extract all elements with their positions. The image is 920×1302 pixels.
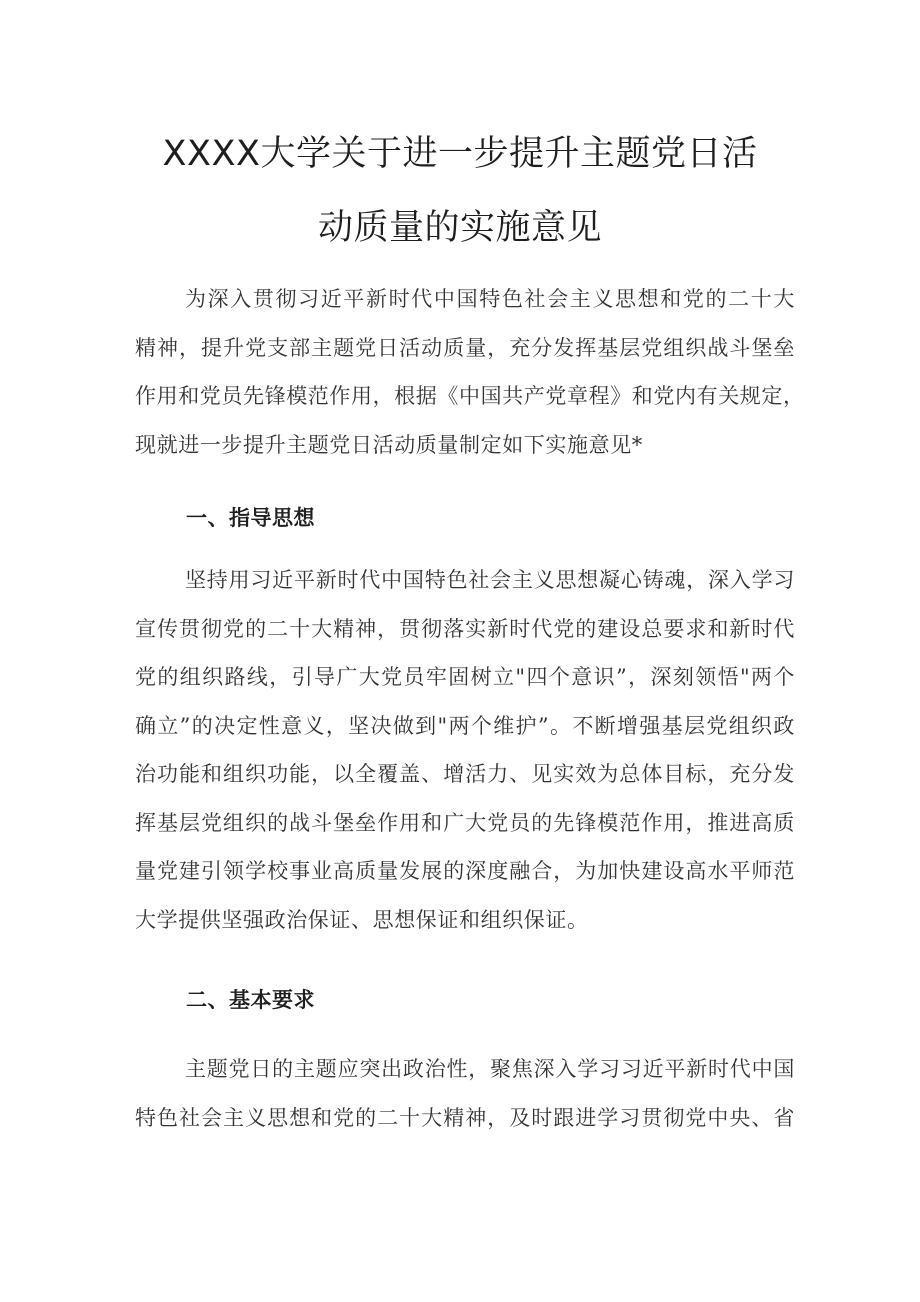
paragraph-line: 挥基层党组织的战斗堡垒作用和广大党员的先锋模范作用，推进高质 bbox=[135, 810, 795, 835]
paragraph-line: 宣传贯彻党的二十大精神，贯彻落实新时代党的建设总要求和新时代 bbox=[135, 616, 795, 641]
paragraph-line: 现就进一步提升主题党日活动质量制定如下实施意见* bbox=[135, 432, 643, 457]
paragraph-line: 坚持用习近平新时代中国特色社会主义思想凝心铸魂，深入学习 bbox=[185, 568, 795, 592]
section-heading-guiding-ideology: 一、指导思想 bbox=[186, 506, 315, 530]
document-title-line-1: XXXX大学关于进一步提升主题党日活 bbox=[162, 134, 758, 174]
paragraph-line: 量党建引领学校事业高质量发展的深度融合，为加快建设高水平师范 bbox=[135, 859, 795, 883]
paragraph-line: 为深入贯彻习近平新时代中国特色社会主义思想和党的二十大 bbox=[185, 287, 795, 311]
paragraph-line: 大学提供坚强政治保证、思想保证和组织保证。 bbox=[135, 907, 589, 932]
paragraph-line: 作用和党员先锋模范作用，根据《中国共产党章程》和党内有关规定， bbox=[135, 384, 805, 408]
basic-requirements-paragraph bbox=[135, 1045, 795, 1142]
guiding-ideology-paragraph bbox=[135, 556, 795, 944]
paragraph-line: 精神，提升党支部主题党日活动质量，充分发挥基层党组织战斗堡垒 bbox=[135, 335, 795, 360]
document-title-line-2: 动质量的实施意见 bbox=[317, 208, 602, 248]
paragraph-line: 党的组织路线，引导广大党员牢固树立"四个意识”，深刻领悟"两个 bbox=[135, 665, 795, 689]
paragraph-line: 主题党日的主题应突出政治性，聚焦深入学习习近平新时代中国 bbox=[185, 1057, 795, 1081]
section-heading-basic-requirements: 二、基本要求 bbox=[186, 988, 315, 1012]
intro-paragraph bbox=[135, 275, 805, 469]
paragraph-line: 特色社会主义思想和党的二十大精神，及时跟进学习贯彻党中央、省 bbox=[135, 1105, 795, 1130]
paragraph-line: 治功能和组织功能，以全覆盖、增活力、见实效为总体目标，充分发 bbox=[135, 762, 795, 786]
paragraph-line: 确立”的决定性意义，坚决做到"两个维护”。不断增强基层党组织政 bbox=[135, 713, 795, 738]
